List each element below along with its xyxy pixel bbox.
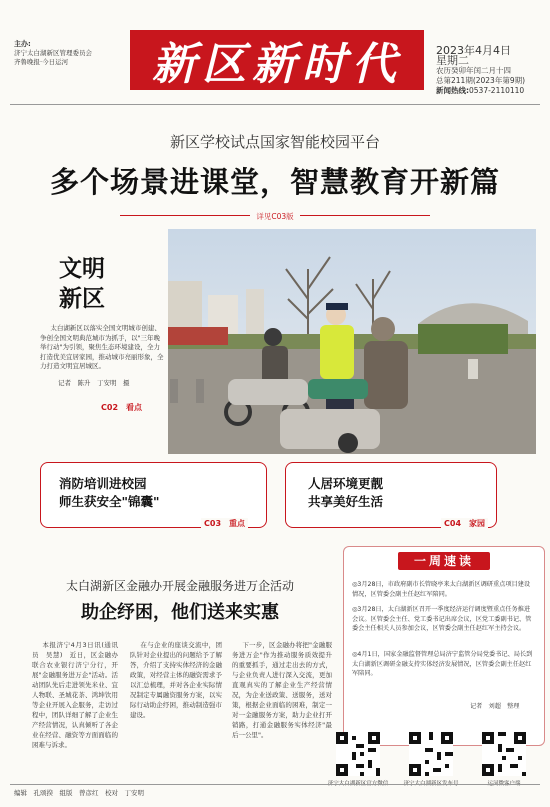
weekly-digest-title: 一周速读 (398, 552, 490, 570)
teaser-line: 共享美好生活 (308, 494, 384, 509)
weekly-item: ◎3月28日，太白湖新区召开一季度经济运行调度暨重点任务推进会议。区管委会主任、党工委书记出席会议，区党工委副书记、管委会主任相关人员参加会议，区管委会副主任赵红军主持会议。 (352, 606, 532, 632)
footer-divider (10, 784, 540, 785)
sponsor-label: 主办: (14, 40, 31, 48)
qr-caption (318, 779, 398, 787)
qr-code-icon (336, 732, 380, 776)
see-more-rule-right (300, 215, 430, 216)
lead-see-more[interactable]: 详见C03版 (256, 212, 294, 221)
civilized-page-ref[interactable]: C02 看点 (101, 403, 143, 412)
issue-weekday: 星期二 (436, 54, 469, 67)
weekly-item: ◎4月1日，国家金融监督管理总局济宁监管分局党委书记、局长到太白湖新区调研金融支持实体经济发展情况，区管委会副主任赵红军陪同。 (352, 651, 533, 677)
teaser-line: 人居环境更靓 (308, 476, 384, 491)
hotline-number: 0537-2110110 (469, 86, 525, 95)
teaser-environment[interactable] (285, 462, 497, 528)
qr-caption (391, 779, 471, 787)
qr-release[interactable] (409, 732, 453, 780)
weekly-digest-box (343, 546, 545, 746)
teaser-page-ref: C04 家园 (441, 518, 488, 529)
sponsor-line: 齐鲁晚报·今日运河 (14, 58, 69, 66)
date-block (436, 46, 546, 96)
footer-credits: 编辑 孔颂揆 组版 曾彦红 校对 丁安明 (14, 789, 144, 797)
traffic-police-photo (168, 229, 536, 454)
qr-caption (464, 779, 544, 787)
civilized-author: 记者 陈升 丁安明 摄 (58, 379, 130, 387)
teaser-line: 消防培训进校园 (59, 476, 147, 491)
masthead-divider (10, 104, 540, 105)
finance-column-3: 下一步，区金融办将把"金融服务进万企"作为推动服务质效提升的重要抓手，通过走出去的方式，与企业负责人进行深入交流，更加直观真实的了解企业生产经营情况，为企业送政策、送服务，送对策，根据企业面临的困难，制定一对一金融服务方案，助力企业打开销路，打通金融服务实体经济"最后一公里"。 (232, 641, 332, 739)
lead-headline: 多个场景进课堂，智慧教育开新篇 (49, 165, 500, 199)
masthead-logo: 新区新时代 (130, 30, 424, 90)
teaser-line: 师生获安全"锦囊" (59, 494, 160, 509)
sponsor-block (14, 40, 134, 67)
civilized-body: 太白湖新区以落实全国文明城市创建、争创全国文明典范城市为抓手，以"三年晚举行动"为引领，聚焦生态环境建设，全力打造优美宜居家园，推动城市亮丽形象，全力打造文明宜居城区。 (40, 324, 164, 370)
qr-code-icon (482, 732, 526, 776)
finance-column-2: 在与企业的座谈交流中，团队针对企业提出的问题给予了解答，介绍了支持实体经济的金融政策，对经营主体的融资需求予以汇总梳理，并对各企业实际情况制定专属融资服务方案，以实际行动助企纾困，推动制造强市建设。 (130, 641, 222, 719)
issue-number: 总第211期(2023年第9期) (436, 76, 526, 85)
sponsor-line: 济宁太白湖新区管理委员会 (14, 49, 92, 57)
teaser-page-ref: C03 重点 (201, 518, 248, 529)
qr-app[interactable] (482, 732, 526, 780)
finance-headline: 助企纾困，他们送来实惠 (81, 602, 279, 623)
lunar-date: 农历癸卯年闰二月十四 (436, 66, 511, 75)
finance-kicker: 太白湖新区金融办开展金融服务进万企活动 (65, 579, 294, 593)
civilized-title-line: 新区 (59, 285, 105, 312)
civilized-title-line: 文明 (59, 255, 105, 282)
lead-kicker: 新区学校试点国家智能校园平台 (169, 133, 380, 151)
civilized-title (52, 254, 112, 314)
hotline-label: 新闻热线: (436, 86, 469, 95)
finance-column-1: 本报济宁4月3日讯(通讯员 吴慧) 近日，区金融办联合农业银行济宁分行，开展"金融服务进万企"活动。活动团队先后走进领先米业、宜人物联、圣城花茶、鸿坤饮用等企业开展入企服务，走访过程中，团队详细了解了企业生产经营情况，认真倾听了各企业在经营、融资等方面面临的困难与诉求。 (32, 641, 118, 749)
qr-official-wechat[interactable] (336, 732, 380, 780)
weekly-item: ◎3月28日，市政府副市长管晓亭来太白湖新区调研重点项目建设情况，区管委会副主任赵红军陪同。 (352, 581, 531, 598)
qr-code-icon (409, 732, 453, 776)
issue-date: 2023年4月4日 (436, 44, 511, 57)
weekly-byline: 记者 刘超 整理 (470, 703, 520, 710)
teaser-fire-training[interactable] (40, 462, 267, 528)
